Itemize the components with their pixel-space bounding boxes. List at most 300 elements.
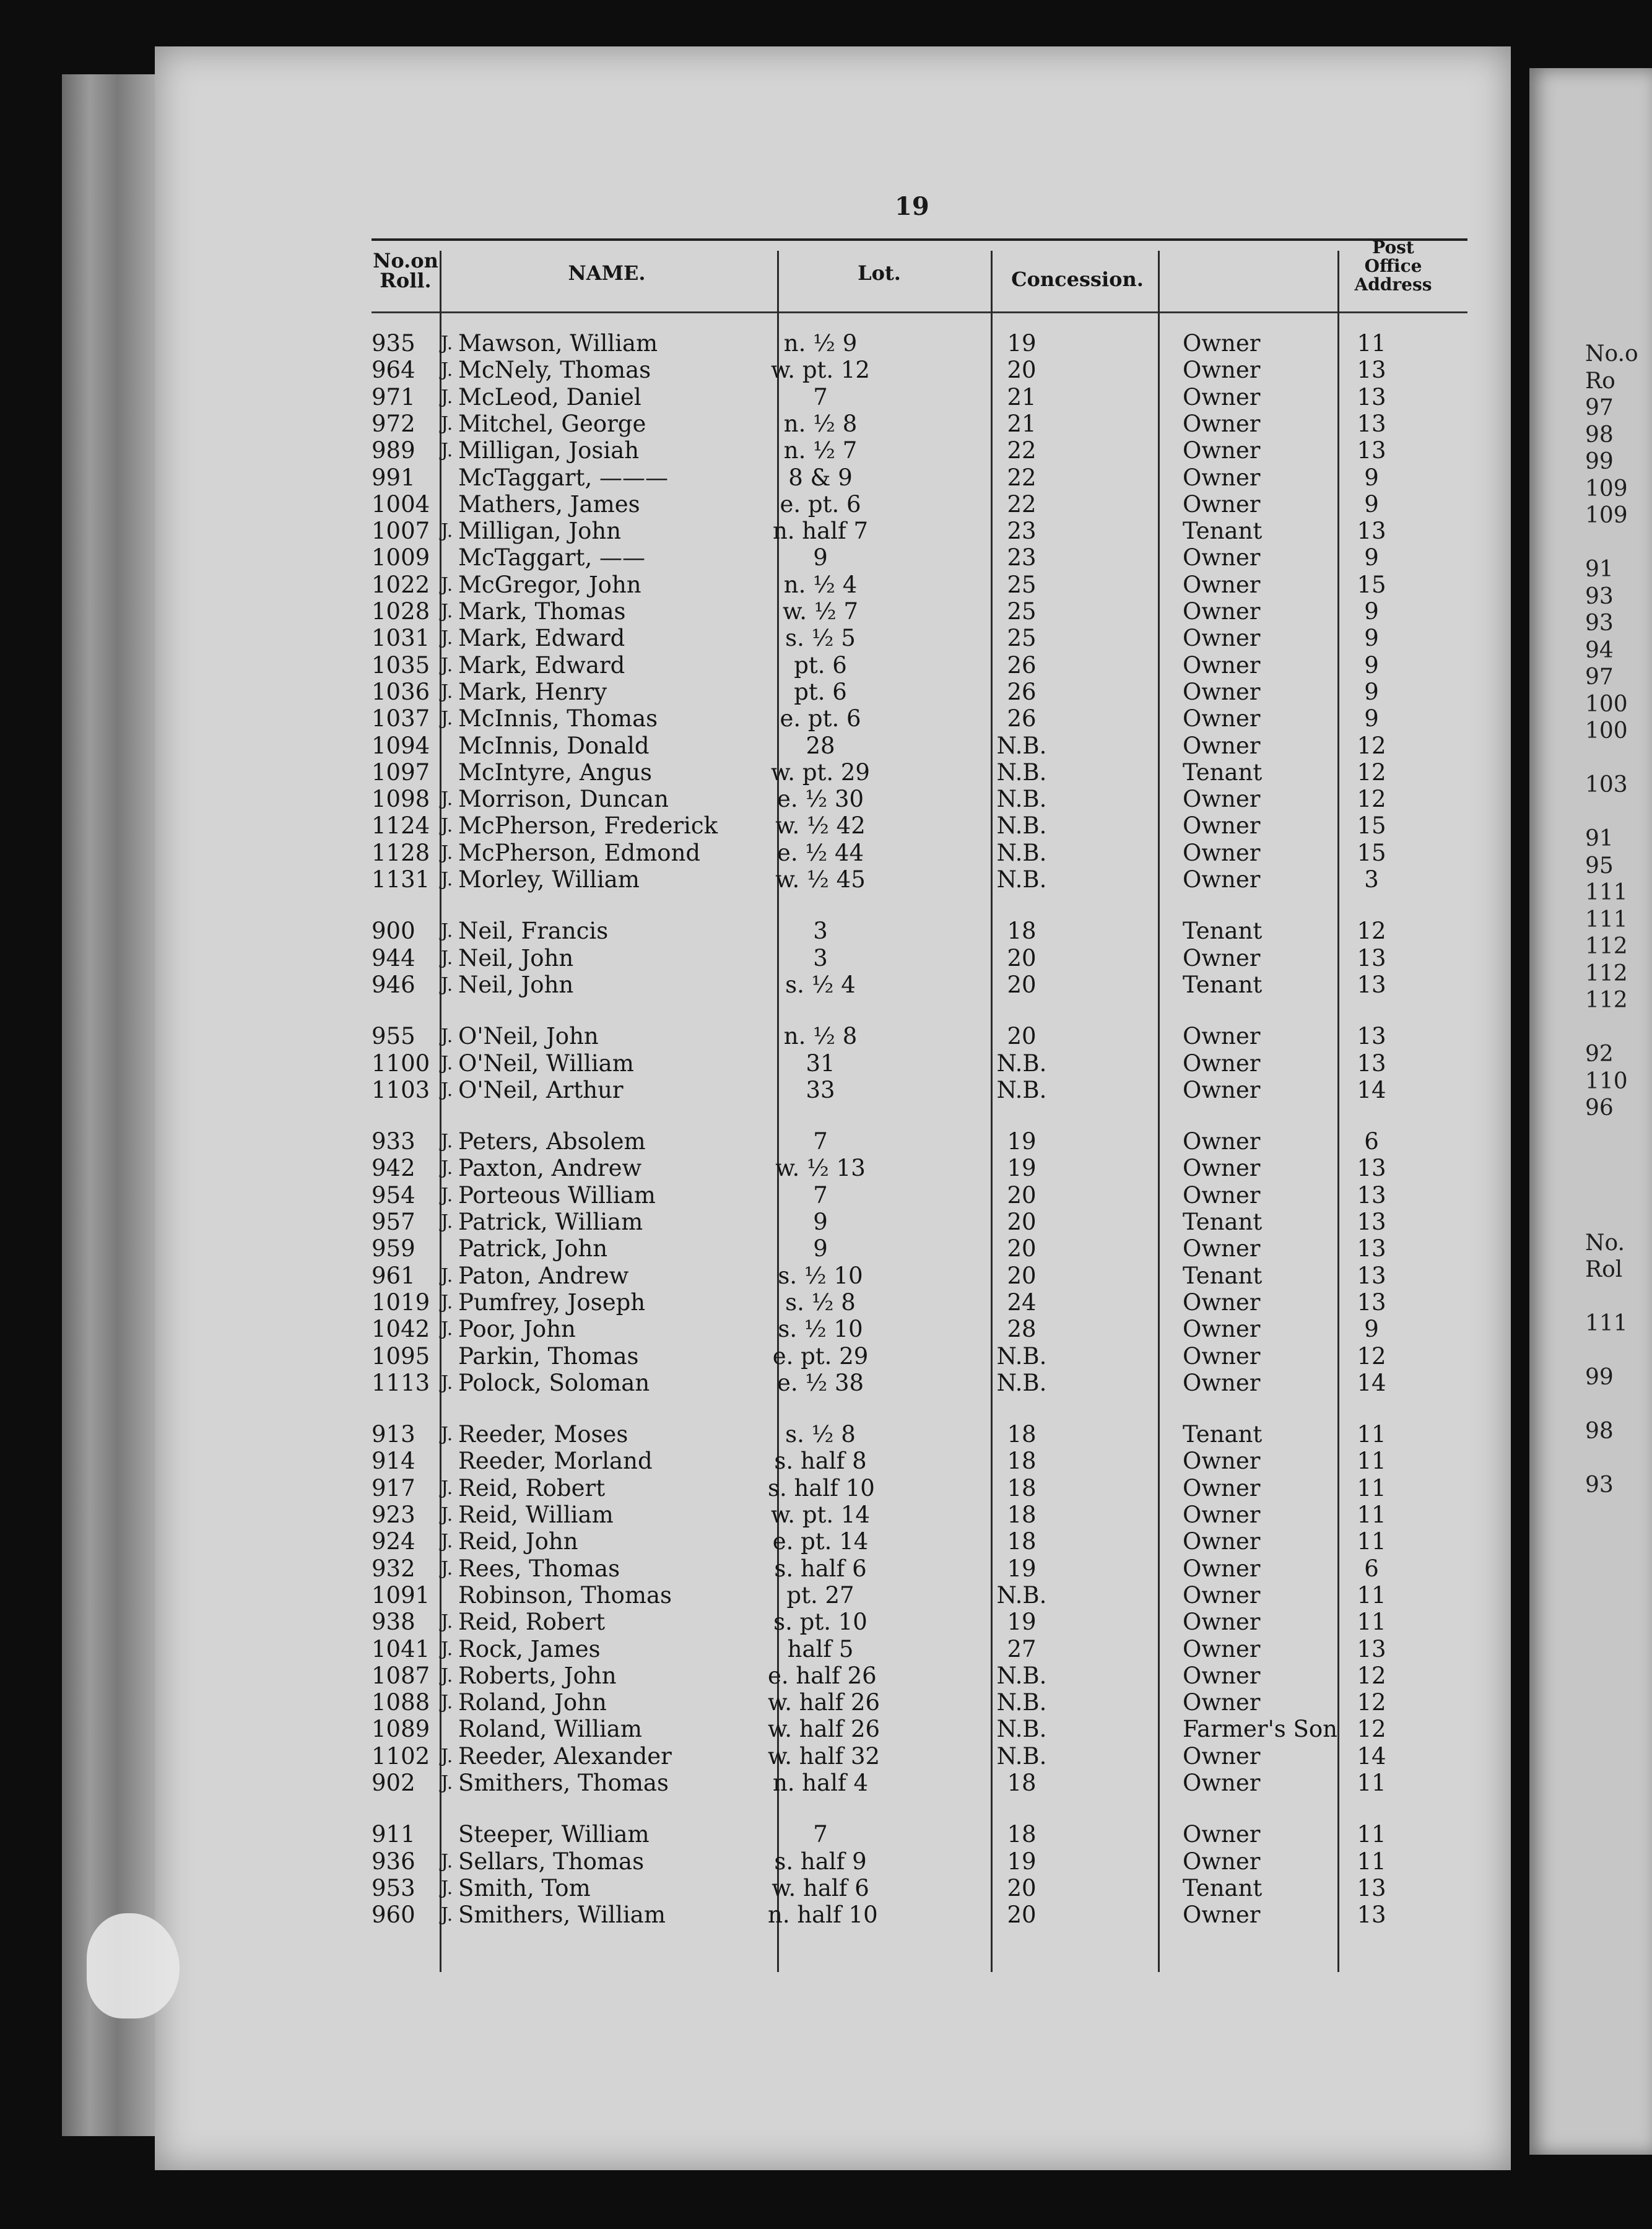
lot-value: w. ½ 13 — [775, 1155, 866, 1182]
owner-name: O'Neil, William — [458, 1049, 634, 1077]
j-mark: J. — [441, 1850, 453, 1872]
owner-name: Rees, Thomas — [458, 1555, 620, 1582]
post-office-value: 9 — [1364, 678, 1379, 705]
fragment-line: 98 — [1585, 422, 1614, 448]
lot-value: n. ½ 8 — [783, 410, 858, 437]
lot-value: 3 — [813, 944, 828, 971]
lot-value: e. half 26 — [768, 1662, 877, 1689]
concession-value: N.B. — [996, 1662, 1047, 1689]
j-mark: J. — [441, 601, 453, 622]
post-office-value: 12 — [1357, 918, 1386, 945]
status-value: Tenant — [1183, 1874, 1263, 1901]
roll-number: 1095 — [372, 1342, 430, 1370]
roll-number: 1088 — [372, 1689, 430, 1716]
post-office-value: 9 — [1364, 1316, 1379, 1343]
table-row — [372, 945, 1467, 971]
roll-number: 964 — [372, 357, 415, 384]
concession-value: 18 — [1007, 1770, 1037, 1796]
table-row — [372, 732, 1467, 759]
status-value: Owner — [1183, 625, 1261, 652]
roll-number: 955 — [372, 1023, 415, 1050]
post-office-value: 13 — [1357, 1209, 1386, 1235]
post-office-value: 13 — [1357, 1049, 1386, 1077]
j-mark: J. — [441, 440, 453, 462]
roll-number: 942 — [372, 1155, 415, 1182]
j-mark: J. — [441, 386, 453, 408]
j-mark: J. — [441, 1745, 453, 1767]
status-value: Owner — [1183, 1770, 1261, 1796]
concession-value: 26 — [1007, 678, 1037, 705]
j-mark: J. — [441, 1423, 453, 1446]
table-row — [372, 1821, 1467, 1848]
owner-name: Parkin, Thomas — [458, 1342, 639, 1370]
post-office-value: 13 — [1357, 1155, 1386, 1182]
lot-value: s. ½ 10 — [778, 1316, 863, 1343]
concession-value: N.B. — [996, 1076, 1047, 1103]
lot-value: w. half 6 — [772, 1874, 869, 1901]
lot-value: 28 — [806, 732, 835, 759]
post-office-value: 3 — [1364, 866, 1379, 893]
post-office-value: 13 — [1357, 1288, 1386, 1316]
fragment-line: 95 — [1585, 853, 1614, 879]
roll-number: 902 — [372, 1770, 415, 1796]
post-office-value: 13 — [1357, 1235, 1386, 1262]
post-office-value: 13 — [1357, 437, 1386, 464]
concession-value: 20 — [1007, 944, 1037, 971]
status-value: Owner — [1183, 1342, 1261, 1370]
status-value: Owner — [1183, 1555, 1261, 1582]
lot-value: w. pt. 12 — [771, 357, 870, 384]
roll-number: 1091 — [372, 1581, 430, 1609]
roll-number: 1103 — [372, 1076, 430, 1103]
lot-value: e. ½ 38 — [776, 1369, 864, 1396]
owner-name: Poor, John — [458, 1316, 576, 1343]
table-row — [372, 1636, 1467, 1662]
fragment-line: 111 — [1585, 1311, 1628, 1336]
fragment-line: 110 — [1585, 1068, 1628, 1094]
fragment-line — [1529, 1284, 1652, 1311]
j-mark: J. — [441, 973, 453, 996]
fragment-line — [1529, 1122, 1652, 1149]
owner-name: Paton, Andrew — [458, 1262, 629, 1289]
j-mark: J. — [441, 1079, 453, 1101]
lot-value: n. half 10 — [768, 1901, 878, 1929]
j-mark: J. — [441, 654, 453, 676]
roll-number: 1102 — [372, 1742, 430, 1770]
lot-value: n. ½ 7 — [783, 437, 858, 464]
roll-number: 959 — [372, 1235, 415, 1262]
roll-number: 938 — [372, 1609, 415, 1636]
status-value: Owner — [1183, 1076, 1261, 1103]
post-office-value: 11 — [1357, 1528, 1386, 1555]
j-mark: J. — [441, 1318, 453, 1340]
concession-value: 20 — [1007, 1874, 1037, 1901]
status-value: Owner — [1183, 786, 1261, 813]
owner-name: Neil, Francis — [458, 918, 609, 945]
owner-name: McInnis, Donald — [458, 732, 650, 759]
post-office-value: 11 — [1357, 1501, 1386, 1528]
lot-value: e. pt. 29 — [772, 1342, 869, 1370]
lot-value: s. ½ 8 — [785, 1421, 856, 1448]
status-value: Owner — [1183, 1369, 1261, 1396]
status-value: Tenant — [1183, 1262, 1263, 1289]
lot-value: e. ½ 30 — [776, 786, 864, 813]
concession-value: 18 — [1007, 1421, 1037, 1448]
concession-value: N.B. — [996, 1742, 1047, 1770]
table-row — [372, 411, 1467, 437]
post-office-value: 14 — [1357, 1742, 1386, 1770]
post-office-value: 9 — [1364, 490, 1379, 518]
concession-value: 25 — [1007, 625, 1037, 652]
fragment-line: Ro — [1585, 368, 1615, 394]
roll-number: 1004 — [372, 490, 430, 518]
table-row — [372, 1343, 1467, 1370]
fragment-line — [1529, 1176, 1652, 1203]
fragment-line — [1529, 745, 1652, 772]
lot-value: 9 — [813, 1235, 828, 1262]
j-mark: J. — [441, 1638, 453, 1660]
roll-number: 1022 — [372, 571, 430, 598]
concession-value: 20 — [1007, 971, 1037, 998]
table-row — [372, 1528, 1467, 1555]
j-mark: J. — [441, 1025, 453, 1048]
roll-number: 1100 — [372, 1049, 430, 1077]
owner-name: Roland, John — [458, 1689, 607, 1716]
lot-value: w. ½ 45 — [775, 866, 866, 893]
table-row — [372, 625, 1467, 651]
post-office-value: 12 — [1357, 732, 1386, 759]
roll-number: 1087 — [372, 1662, 430, 1689]
status-value: Owner — [1183, 1501, 1261, 1528]
owner-name: Mark, Edward — [458, 625, 625, 652]
owner-name: Morrison, Duncan — [458, 786, 669, 813]
concession-value: N.B. — [996, 1689, 1047, 1716]
owner-name: Mark, Henry — [458, 678, 607, 705]
owner-name: Paxton, Andrew — [458, 1155, 642, 1182]
j-mark: J. — [441, 1877, 453, 1899]
concession-value: 25 — [1007, 598, 1037, 625]
table-row — [372, 1609, 1467, 1635]
owner-name: McTaggart, —— — [458, 544, 645, 571]
owner-name: Polock, Soloman — [458, 1369, 650, 1396]
status-value: Owner — [1183, 490, 1261, 518]
header-concession: Concession. — [1011, 267, 1144, 291]
status-value: Owner — [1183, 1848, 1261, 1875]
table-row — [372, 1023, 1467, 1049]
status-value: Owner — [1183, 944, 1261, 971]
owner-name: Reid, Robert — [458, 1609, 606, 1636]
fragment-line: 109 — [1585, 503, 1628, 528]
roll-number: 1042 — [372, 1316, 430, 1343]
lot-value: pt. 6 — [794, 678, 847, 705]
status-value: Owner — [1183, 544, 1261, 571]
post-office-value: 11 — [1357, 1770, 1386, 1796]
roll-number: 1035 — [372, 651, 430, 679]
status-value: Owner — [1183, 1128, 1261, 1155]
post-office-value: 15 — [1357, 839, 1386, 866]
owner-name: Mathers, James — [458, 490, 640, 518]
fragment-line: 111 — [1585, 906, 1628, 932]
concession-value: 24 — [1007, 1288, 1037, 1316]
table-row — [372, 1743, 1467, 1770]
owner-name: McLeod, Daniel — [458, 383, 641, 411]
concession-value: 19 — [1007, 1128, 1037, 1155]
owner-name: Milligan, Josiah — [458, 437, 640, 464]
roll-number: 1097 — [372, 758, 430, 786]
fragment-line: 92 — [1585, 1041, 1614, 1067]
owner-name: Steeper, William — [458, 1821, 650, 1848]
concession-value: 20 — [1007, 357, 1037, 384]
table-row — [372, 759, 1467, 786]
j-mark: J. — [441, 1531, 453, 1553]
table-row — [372, 1448, 1467, 1474]
fragment-line — [1529, 1202, 1652, 1230]
status-value: Owner — [1183, 1448, 1261, 1475]
lot-value: n. ½ 8 — [783, 1023, 858, 1050]
owner-name: Reid, William — [458, 1501, 614, 1528]
post-office-value: 13 — [1357, 357, 1386, 384]
table-row — [372, 1316, 1467, 1342]
roll-number: 944 — [372, 944, 415, 971]
status-value: Tenant — [1183, 518, 1263, 545]
status-value: Owner — [1183, 464, 1261, 491]
lot-value: s. ½ 8 — [785, 1288, 856, 1316]
concession-value: 19 — [1007, 1155, 1037, 1182]
table-row — [372, 918, 1467, 944]
table-row — [372, 1582, 1467, 1609]
table-row — [372, 840, 1467, 866]
fragment-line: 91 — [1585, 557, 1614, 582]
lot-value: w. half 26 — [768, 1689, 880, 1716]
post-office-value: 13 — [1357, 1181, 1386, 1209]
lot-value: s. ½ 5 — [785, 625, 856, 652]
roll-number: 1113 — [372, 1369, 430, 1396]
roll-number: 991 — [372, 464, 415, 491]
lot-value: w. ½ 7 — [783, 598, 858, 625]
lot-value: e. pt. 6 — [780, 490, 861, 518]
concession-value: 27 — [1007, 1635, 1037, 1662]
concession-value: N.B. — [996, 786, 1047, 813]
owner-name: Reeder, Moses — [458, 1421, 628, 1448]
table-row — [372, 518, 1467, 544]
concession-value: N.B. — [996, 839, 1047, 866]
table-row — [372, 1370, 1467, 1396]
roll-number: 1031 — [372, 625, 430, 652]
concession-value: N.B. — [996, 1716, 1047, 1743]
post-office-value: 15 — [1357, 571, 1386, 598]
owner-name: McInnis, Thomas — [458, 705, 658, 732]
fragment-line — [1529, 529, 1652, 557]
owner-name: Morley, William — [458, 866, 640, 893]
post-office-value: 12 — [1357, 758, 1386, 786]
owner-name: Mark, Edward — [458, 651, 625, 679]
table-row — [372, 1689, 1467, 1716]
owner-name: Roberts, John — [458, 1662, 617, 1689]
roll-number: 989 — [372, 437, 415, 464]
j-mark: J. — [441, 841, 453, 864]
j-mark: J. — [441, 1477, 453, 1499]
table-row — [372, 1421, 1467, 1448]
concession-value: 20 — [1007, 1023, 1037, 1050]
post-office-value: 14 — [1357, 1076, 1386, 1103]
j-mark: J. — [441, 1371, 453, 1394]
j-mark: J. — [441, 359, 453, 381]
header-roll: No.on Roll. — [373, 249, 438, 292]
status-value: Owner — [1183, 1662, 1261, 1689]
concession-value: N.B. — [996, 732, 1047, 759]
fragment-line — [1529, 1149, 1652, 1176]
status-value: Owner — [1183, 1474, 1261, 1501]
owner-name: Roland, William — [458, 1716, 642, 1743]
owner-name: McTaggart, ——— — [458, 464, 668, 491]
status-value: Tenant — [1183, 758, 1263, 786]
j-mark: J. — [441, 708, 453, 730]
post-office-value: 11 — [1357, 1448, 1386, 1475]
owner-name: Mitchel, George — [458, 410, 646, 437]
status-value: Owner — [1183, 1155, 1261, 1182]
table-row — [372, 1209, 1467, 1235]
owner-name: Pumfrey, Joseph — [458, 1288, 646, 1316]
j-mark: J. — [441, 412, 453, 435]
post-office-value: 9 — [1364, 464, 1379, 491]
table-row — [372, 437, 1467, 464]
post-office-value: 13 — [1357, 518, 1386, 545]
status-value: Owner — [1183, 1609, 1261, 1636]
lot-value: e. pt. 14 — [772, 1528, 869, 1555]
owner-name: Porteous William — [458, 1181, 656, 1209]
j-mark: J. — [441, 1184, 453, 1206]
status-value: Owner — [1183, 1742, 1261, 1770]
table-row — [372, 866, 1467, 893]
table-row — [372, 1050, 1467, 1077]
fragment-line: 94 — [1585, 637, 1614, 663]
header-post-office: Post Office Address — [1354, 237, 1432, 295]
roll-number: 1028 — [372, 598, 430, 625]
table-row — [372, 786, 1467, 812]
table-row — [372, 705, 1467, 732]
table-row — [372, 1155, 1467, 1181]
post-office-value: 11 — [1357, 1609, 1386, 1636]
j-mark: J. — [441, 788, 453, 810]
concession-value: 18 — [1007, 1821, 1037, 1848]
fragment-line: 100 — [1585, 691, 1628, 717]
status-value: Tenant — [1183, 1209, 1263, 1235]
fragment-line: 112 — [1585, 960, 1628, 986]
roll-number: 957 — [372, 1209, 415, 1235]
table-row — [372, 652, 1467, 679]
table-row — [372, 1875, 1467, 1901]
lot-value: 8 & 9 — [788, 464, 853, 491]
post-office-value: 14 — [1357, 1369, 1386, 1396]
fragment-line — [1529, 799, 1652, 826]
lot-value: s. half 10 — [768, 1474, 875, 1501]
post-office-value: 13 — [1357, 971, 1386, 998]
j-mark: J. — [441, 1291, 453, 1313]
post-office-value: 9 — [1364, 651, 1379, 679]
roll-number: 924 — [372, 1528, 415, 1555]
table-row — [372, 1555, 1467, 1582]
roll-number: 1128 — [372, 839, 430, 866]
table-row — [372, 357, 1467, 383]
owner-name: Peters, Absolem — [458, 1128, 646, 1155]
j-mark: J. — [441, 1264, 453, 1287]
owner-name: McIntyre, Angus — [458, 758, 652, 786]
lot-value: 7 — [813, 1181, 828, 1209]
post-office-value: 9 — [1364, 598, 1379, 625]
roll-number: 1036 — [372, 678, 430, 705]
roll-number: 914 — [372, 1448, 415, 1475]
owner-name: Reeder, Morland — [458, 1448, 653, 1475]
lot-value: n. half 4 — [772, 1770, 869, 1796]
status-value: Owner — [1183, 1235, 1261, 1262]
table-row — [372, 1262, 1467, 1289]
table-row — [372, 1716, 1467, 1742]
j-mark: J. — [441, 627, 453, 650]
concession-value: 18 — [1007, 1448, 1037, 1475]
concession-value: 19 — [1007, 1609, 1037, 1636]
status-value: Tenant — [1183, 918, 1263, 945]
roll-number: 1041 — [372, 1635, 430, 1662]
table-row — [372, 1501, 1467, 1528]
owner-name: Mawson, William — [458, 330, 658, 357]
table-row — [372, 571, 1467, 598]
table-row — [372, 464, 1467, 491]
concession-value: 18 — [1007, 918, 1037, 945]
owner-name: McPherson, Frederick — [458, 812, 718, 840]
concession-value: 19 — [1007, 330, 1037, 357]
lot-value: w. ½ 42 — [775, 812, 866, 840]
post-office-value: 12 — [1357, 1662, 1386, 1689]
post-office-value: 12 — [1357, 1342, 1386, 1370]
table-row — [372, 1475, 1467, 1501]
table-row — [372, 491, 1467, 518]
j-mark: J. — [441, 680, 453, 703]
roll-number: 1037 — [372, 705, 430, 732]
j-mark: J. — [441, 520, 453, 542]
fragment-line: 103 — [1585, 772, 1628, 797]
roll-number: 953 — [372, 1874, 415, 1901]
status-value: Owner — [1183, 330, 1261, 357]
status-value: Farmer's Son — [1183, 1716, 1337, 1743]
fragment-line: 97 — [1585, 664, 1614, 690]
owner-name: Patrick, William — [458, 1209, 643, 1235]
table-top-rule — [372, 238, 1467, 241]
status-value: Owner — [1183, 571, 1261, 598]
post-office-value: 13 — [1357, 1635, 1386, 1662]
fragment-line: 93 — [1585, 583, 1614, 609]
post-office-value: 11 — [1357, 1581, 1386, 1609]
owner-name: Reid, John — [458, 1528, 578, 1555]
status-value: Owner — [1183, 357, 1261, 384]
concession-value: N.B. — [996, 812, 1047, 840]
j-mark: J. — [441, 1052, 453, 1074]
j-mark: J. — [441, 1131, 453, 1153]
j-mark: J. — [441, 573, 453, 596]
concession-value: 23 — [1007, 544, 1037, 571]
lot-value: w. half 32 — [768, 1742, 880, 1770]
roll-number: 1124 — [372, 812, 430, 840]
fragment-line — [1529, 1014, 1652, 1041]
roll-number: 946 — [372, 971, 415, 998]
owner-name: McGregor, John — [458, 571, 641, 598]
concession-value: N.B. — [996, 1581, 1047, 1609]
status-value: Owner — [1183, 651, 1261, 679]
roll-number: 932 — [372, 1555, 415, 1582]
facing-page — [1529, 68, 1652, 2155]
roll-number: 971 — [372, 383, 415, 411]
status-value: Tenant — [1183, 1421, 1263, 1448]
table-row — [372, 679, 1467, 705]
